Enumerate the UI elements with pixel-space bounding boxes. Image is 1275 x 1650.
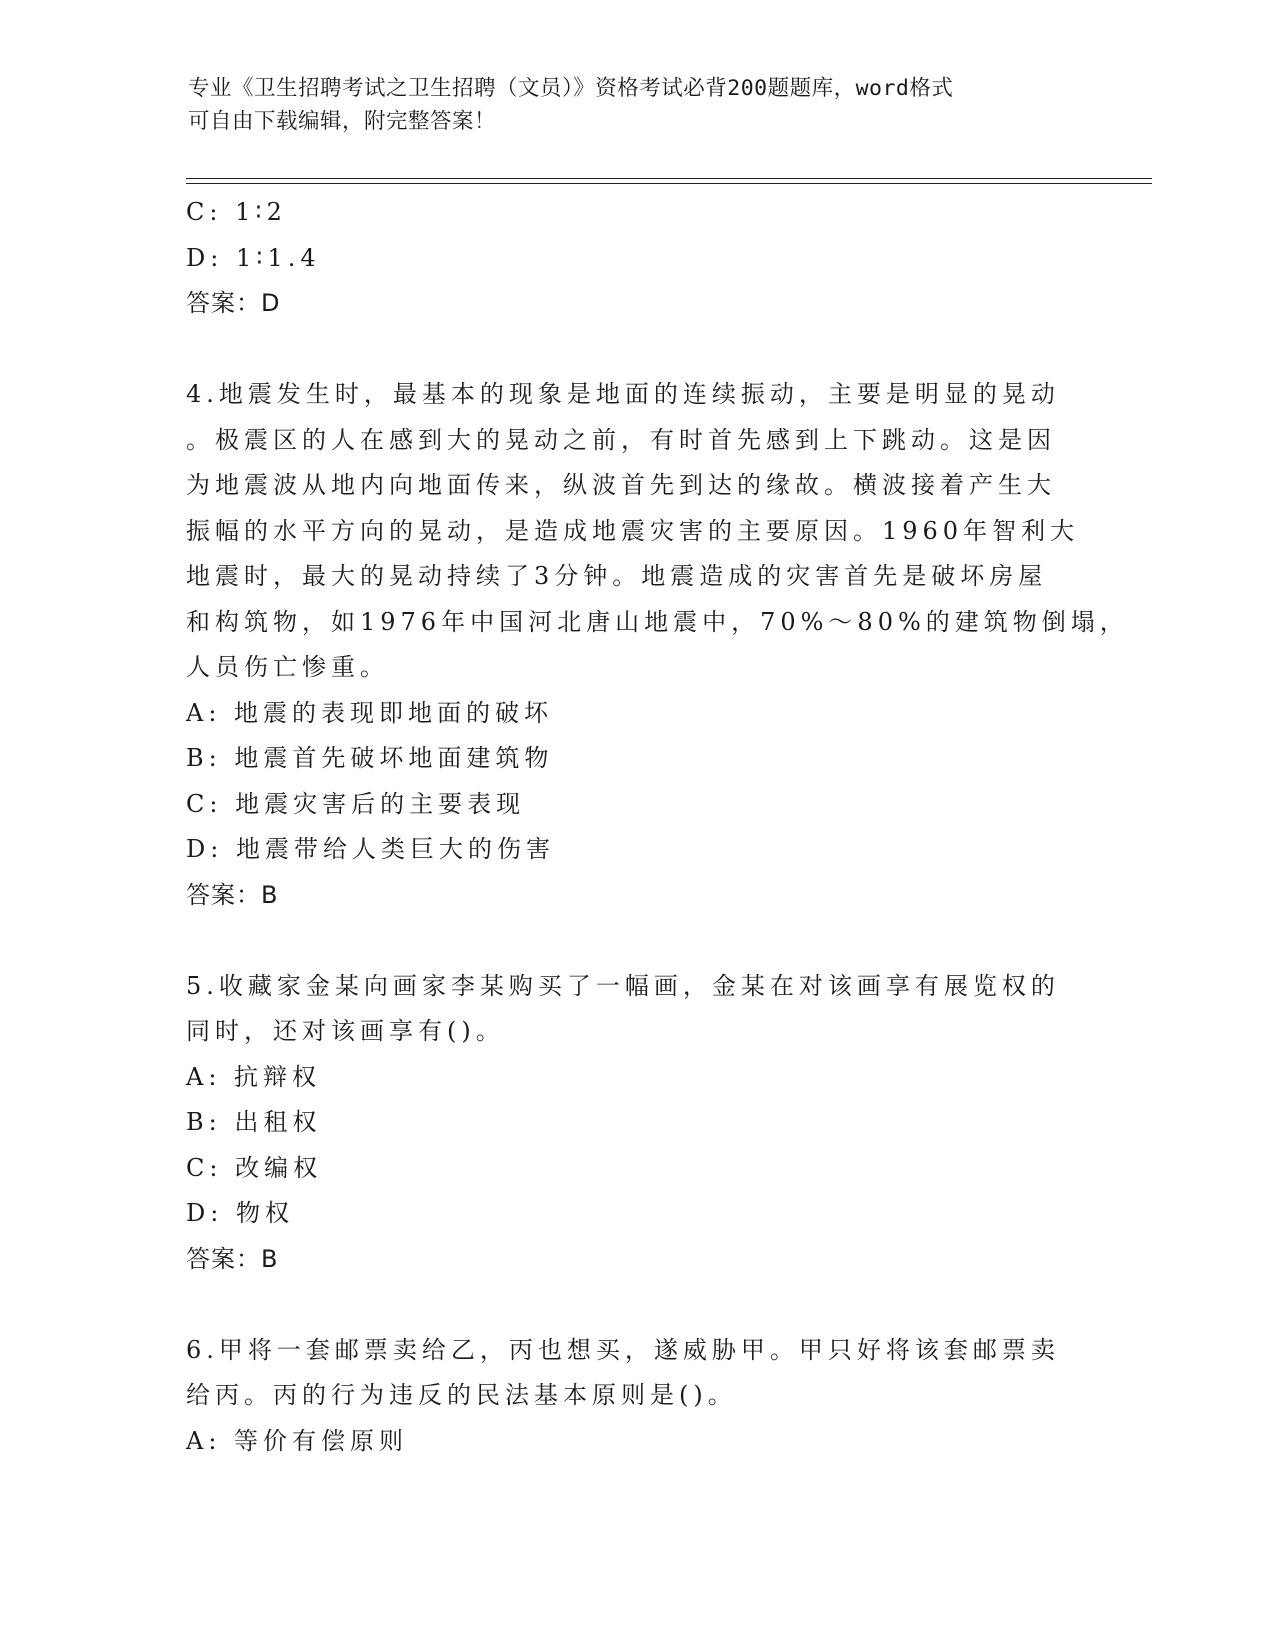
q5-stem-line: 同时，还对该画享有()。 <box>186 1017 505 1045</box>
q4-option-c: C: 地震灾害后的主要表现 <box>186 789 526 818</box>
q6-option-a: A: 等价有偿原则 <box>186 1426 409 1455</box>
question-content <box>186 190 1129 1464</box>
q5-option-b: B: 出租权 <box>186 1108 322 1136</box>
question-4 <box>186 372 1129 918</box>
q4-option-a: A: 地震的表现即地面的破坏 <box>186 698 554 727</box>
spacer <box>186 327 1066 373</box>
q3-answer: 答案：D <box>186 289 281 317</box>
spacer <box>186 1282 1066 1328</box>
q5-option-a: A: 抗辩权 <box>186 1062 322 1091</box>
q4-stem-line: 为地震波从地内向地面传来，纵波首先到达的缘故。横波接着产生大 <box>186 471 1056 499</box>
spacer <box>186 918 1066 964</box>
q4-option-b: B: 地震首先破坏地面建筑物 <box>186 744 554 772</box>
q6-stem-line: 给丙。丙的行为违反的民法基本原则是()。 <box>186 1381 737 1409</box>
question-3-tail <box>186 190 1066 327</box>
q5-option-c: C: 改编权 <box>186 1153 323 1182</box>
header-title-line-2: 可自由下载编辑，附完整答案！ <box>188 109 497 134</box>
header-rule-bottom <box>186 183 1152 184</box>
q4-stem-line: 和构筑物，如1976年中国河北唐山地震中，70%～80%的建筑物倒塌， <box>186 607 1129 636</box>
q4-stem-line: 人员伤亡惨重。 <box>186 653 389 681</box>
q6-stem-line: 6.甲将一套邮票卖给乙，丙也想买，遂威胁甲。甲只好将该套邮票卖 <box>186 1335 1060 1364</box>
q4-stem-line: 振幅的水平方向的晃动，是造成地震灾害的主要原因。1960年智利大 <box>186 516 1080 545</box>
header-title-line-1: 专业《卫生招聘考试之卫生招聘（文员）》资格考试必背200题题库，word格式 <box>188 76 954 101</box>
question-5 <box>186 964 1066 1283</box>
q5-stem-line: 5.收藏家金某向画家李某购买了一幅画，金某在对该画享有展览权的 <box>186 971 1060 1000</box>
q3-option-c: C: 1∶2 <box>186 198 287 226</box>
q4-stem-line: 地震时，最大的晃动持续了3分钟。地震造成的灾害首先是破坏房屋 <box>186 562 1048 590</box>
q4-answer: 答案：B <box>186 880 279 909</box>
q5-answer: 答案：B <box>186 1244 279 1273</box>
question-6 <box>186 1328 1066 1465</box>
q4-option-d: D: 地震带给人类巨大的伤害 <box>186 835 555 863</box>
q4-stem-line: 。极震区的人在感到大的晃动之前，有时首先感到上下跳动。这是因 <box>186 425 1056 454</box>
q5-option-d: D: 物权 <box>186 1199 294 1227</box>
q3-option-d: D: 1∶1.4 <box>186 243 321 272</box>
document-header <box>188 72 1068 138</box>
header-rule-top <box>186 178 1152 179</box>
q4-stem-line: 4.地震发生时，最基本的现象是地面的连续振动，主要是明显的晃动 <box>186 380 1060 408</box>
